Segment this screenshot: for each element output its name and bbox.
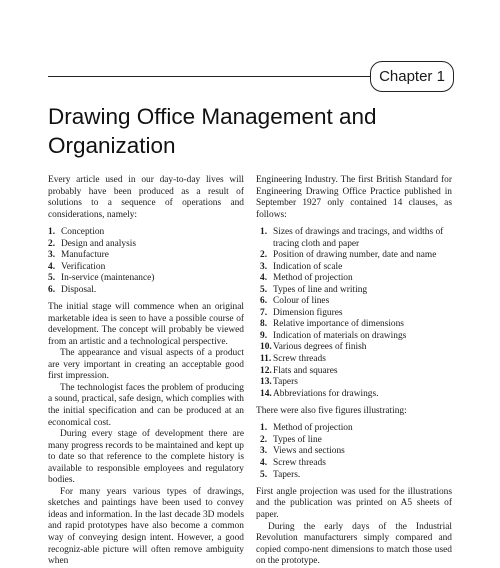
list-item-number: 3.: [260, 446, 268, 457]
list-item-text: Types of line and writing: [273, 284, 368, 295]
list-item: [260, 389, 452, 401]
list-item: [260, 435, 452, 447]
list-item-text: Flats and squares: [273, 365, 338, 376]
list-item-text: Various degrees of finish: [273, 342, 367, 353]
list-item-text: Position of drawing number, date and name: [273, 250, 437, 261]
list-item-number: 6.: [260, 296, 268, 307]
list-item: [260, 458, 452, 470]
body-paragraph: First angle projection was used for the illustrations and the publication was printed on A5 sheets of paper.: [256, 486, 452, 520]
list-item-number: 2.: [260, 434, 268, 445]
list-item: [48, 227, 244, 239]
list-item: [48, 250, 244, 262]
figures-list: [256, 423, 452, 481]
list-item-number: 8.: [260, 319, 268, 330]
list-item-number: 1.: [48, 226, 56, 237]
list-item-number: 11.: [260, 354, 272, 364]
list-item: [260, 354, 452, 366]
list-item-text: Verification: [61, 261, 106, 272]
body-paragraph: For many years various types of drawings, sketches and paintings have been used to convey ideas and information. In the last decade 3D models and rapid prototypes have also become a common way of conveying design intent. However, a good recogniz-able picture will often remove ambiguity when: [48, 486, 244, 567]
list-item-number: 6.: [48, 284, 56, 295]
chapter-label-text: Chapter 1: [379, 68, 445, 85]
list-item-text: Manufacture: [61, 250, 109, 261]
list-item-number: 4.: [48, 261, 56, 272]
list-item-number: 3.: [48, 250, 56, 261]
list-item-number: 5.: [260, 469, 268, 480]
list-item-text: Method of projection: [273, 273, 353, 284]
list-item-number: 10.: [260, 342, 272, 353]
list-item: [48, 285, 244, 297]
list-item-text: Conception: [61, 226, 105, 237]
list-item-number: 4.: [260, 457, 268, 468]
list-item: [48, 262, 244, 274]
list-item-text: Screw threads: [273, 457, 326, 468]
list-item: [260, 262, 452, 274]
list-item-text: Abbreviations for drawings.: [273, 388, 379, 399]
list-item: [260, 319, 452, 331]
left-column: [48, 175, 244, 568]
list-item-text: In-service (maintenance): [61, 273, 155, 284]
list-item: [260, 446, 452, 458]
list-item-text: Indication of scale: [273, 261, 343, 272]
body-paragraph: The appearance and visual aspects of a product are very important in creating an acceptable good first impression.: [48, 348, 244, 382]
list-item: [260, 285, 452, 297]
list-item: [260, 470, 452, 482]
list-item: [48, 239, 244, 251]
list-item: [260, 366, 452, 378]
list-item-number: 3.: [260, 261, 268, 272]
list-item: [260, 250, 452, 262]
body-paragraph: During every stage of development there are many progress records to be maintained and kept up to date so that reference to the complete history is available to responsible employees and regulatory bodies.: [48, 429, 244, 486]
list-item: [260, 423, 452, 435]
list-item-text: Types of line: [273, 434, 322, 445]
list-item: [260, 377, 452, 389]
list-item: [260, 273, 452, 285]
list-item-text: Tapers.: [273, 469, 301, 480]
list-item-number: 5.: [260, 284, 268, 295]
list-item-number: 5.: [48, 273, 56, 284]
list-item-text: Relative importance of dimensions: [273, 319, 404, 330]
list-item: [260, 342, 452, 354]
list-item-number: 2.: [260, 250, 268, 261]
list-item-number: 12.: [260, 365, 272, 376]
list-item: [260, 227, 452, 250]
body-paragraph: During the early days of the Industrial Revolution manufacturers simply compared and copied compo-nent dimensions to match those used on the prototype.: [256, 521, 452, 567]
list-item-number: 14.: [260, 388, 272, 399]
list-item-number: 9.: [260, 330, 268, 341]
figures-intro-paragraph: There were also five figures illustrating:: [256, 405, 407, 416]
list-item-number: 2.: [48, 238, 56, 249]
chapter-title: Drawing Office Management and Organization: [48, 104, 377, 158]
list-item: [260, 296, 452, 308]
list-item-text: Views and sections: [273, 446, 345, 457]
list-item-text: Indication of materials on drawings: [273, 330, 407, 341]
body-paragraph: The initial stage will commence when an original marketable idea is seen to have a possible course of development. The concept will probably be viewed from an artistic and a technological perspective.: [48, 302, 244, 347]
clauses-list: [256, 227, 452, 400]
list-item-text: Screw threads: [273, 354, 326, 364]
list-item: [48, 273, 244, 285]
list-item-text: Dimension figures: [273, 307, 343, 318]
list-item: [260, 308, 452, 320]
list-item-text: Sizes of drawings and tracings, and widths of tracing cloth and paper: [273, 226, 444, 249]
right-intro-paragraph: Engineering Industry. The first British Standard for Engineering Drawing Office Practice published in September 1927 only contained 14 clauses, as follows:: [256, 175, 452, 220]
body-paragraph: The technologist faces the problem of producing a sound, practical, safe design, which complies with the initial specification and can be produced at an economical cost.: [48, 382, 244, 428]
list-item-text: Method of projection: [273, 423, 353, 434]
list-item-text: Tapers: [273, 377, 298, 388]
right-column: [256, 175, 452, 568]
list-item-number: 1.: [260, 423, 268, 434]
list-item-text: Disposal.: [61, 284, 97, 295]
left-intro-paragraph: Every article used in our day-to-day lives will probably have been produced as a result of solutions to a sequence of operations and considerations, namely:: [48, 175, 244, 220]
list-item-number: 4.: [260, 273, 268, 284]
list-item-number: 1.: [260, 226, 268, 237]
list-item-number: 13.: [260, 377, 272, 388]
list-item-number: 7.: [260, 307, 268, 318]
list-item: [260, 331, 452, 343]
list-item-text: Colour of lines: [273, 296, 330, 307]
chapter-label: [370, 61, 454, 92]
list-item-text: Design and analysis: [61, 238, 136, 249]
stages-list: [48, 227, 244, 296]
